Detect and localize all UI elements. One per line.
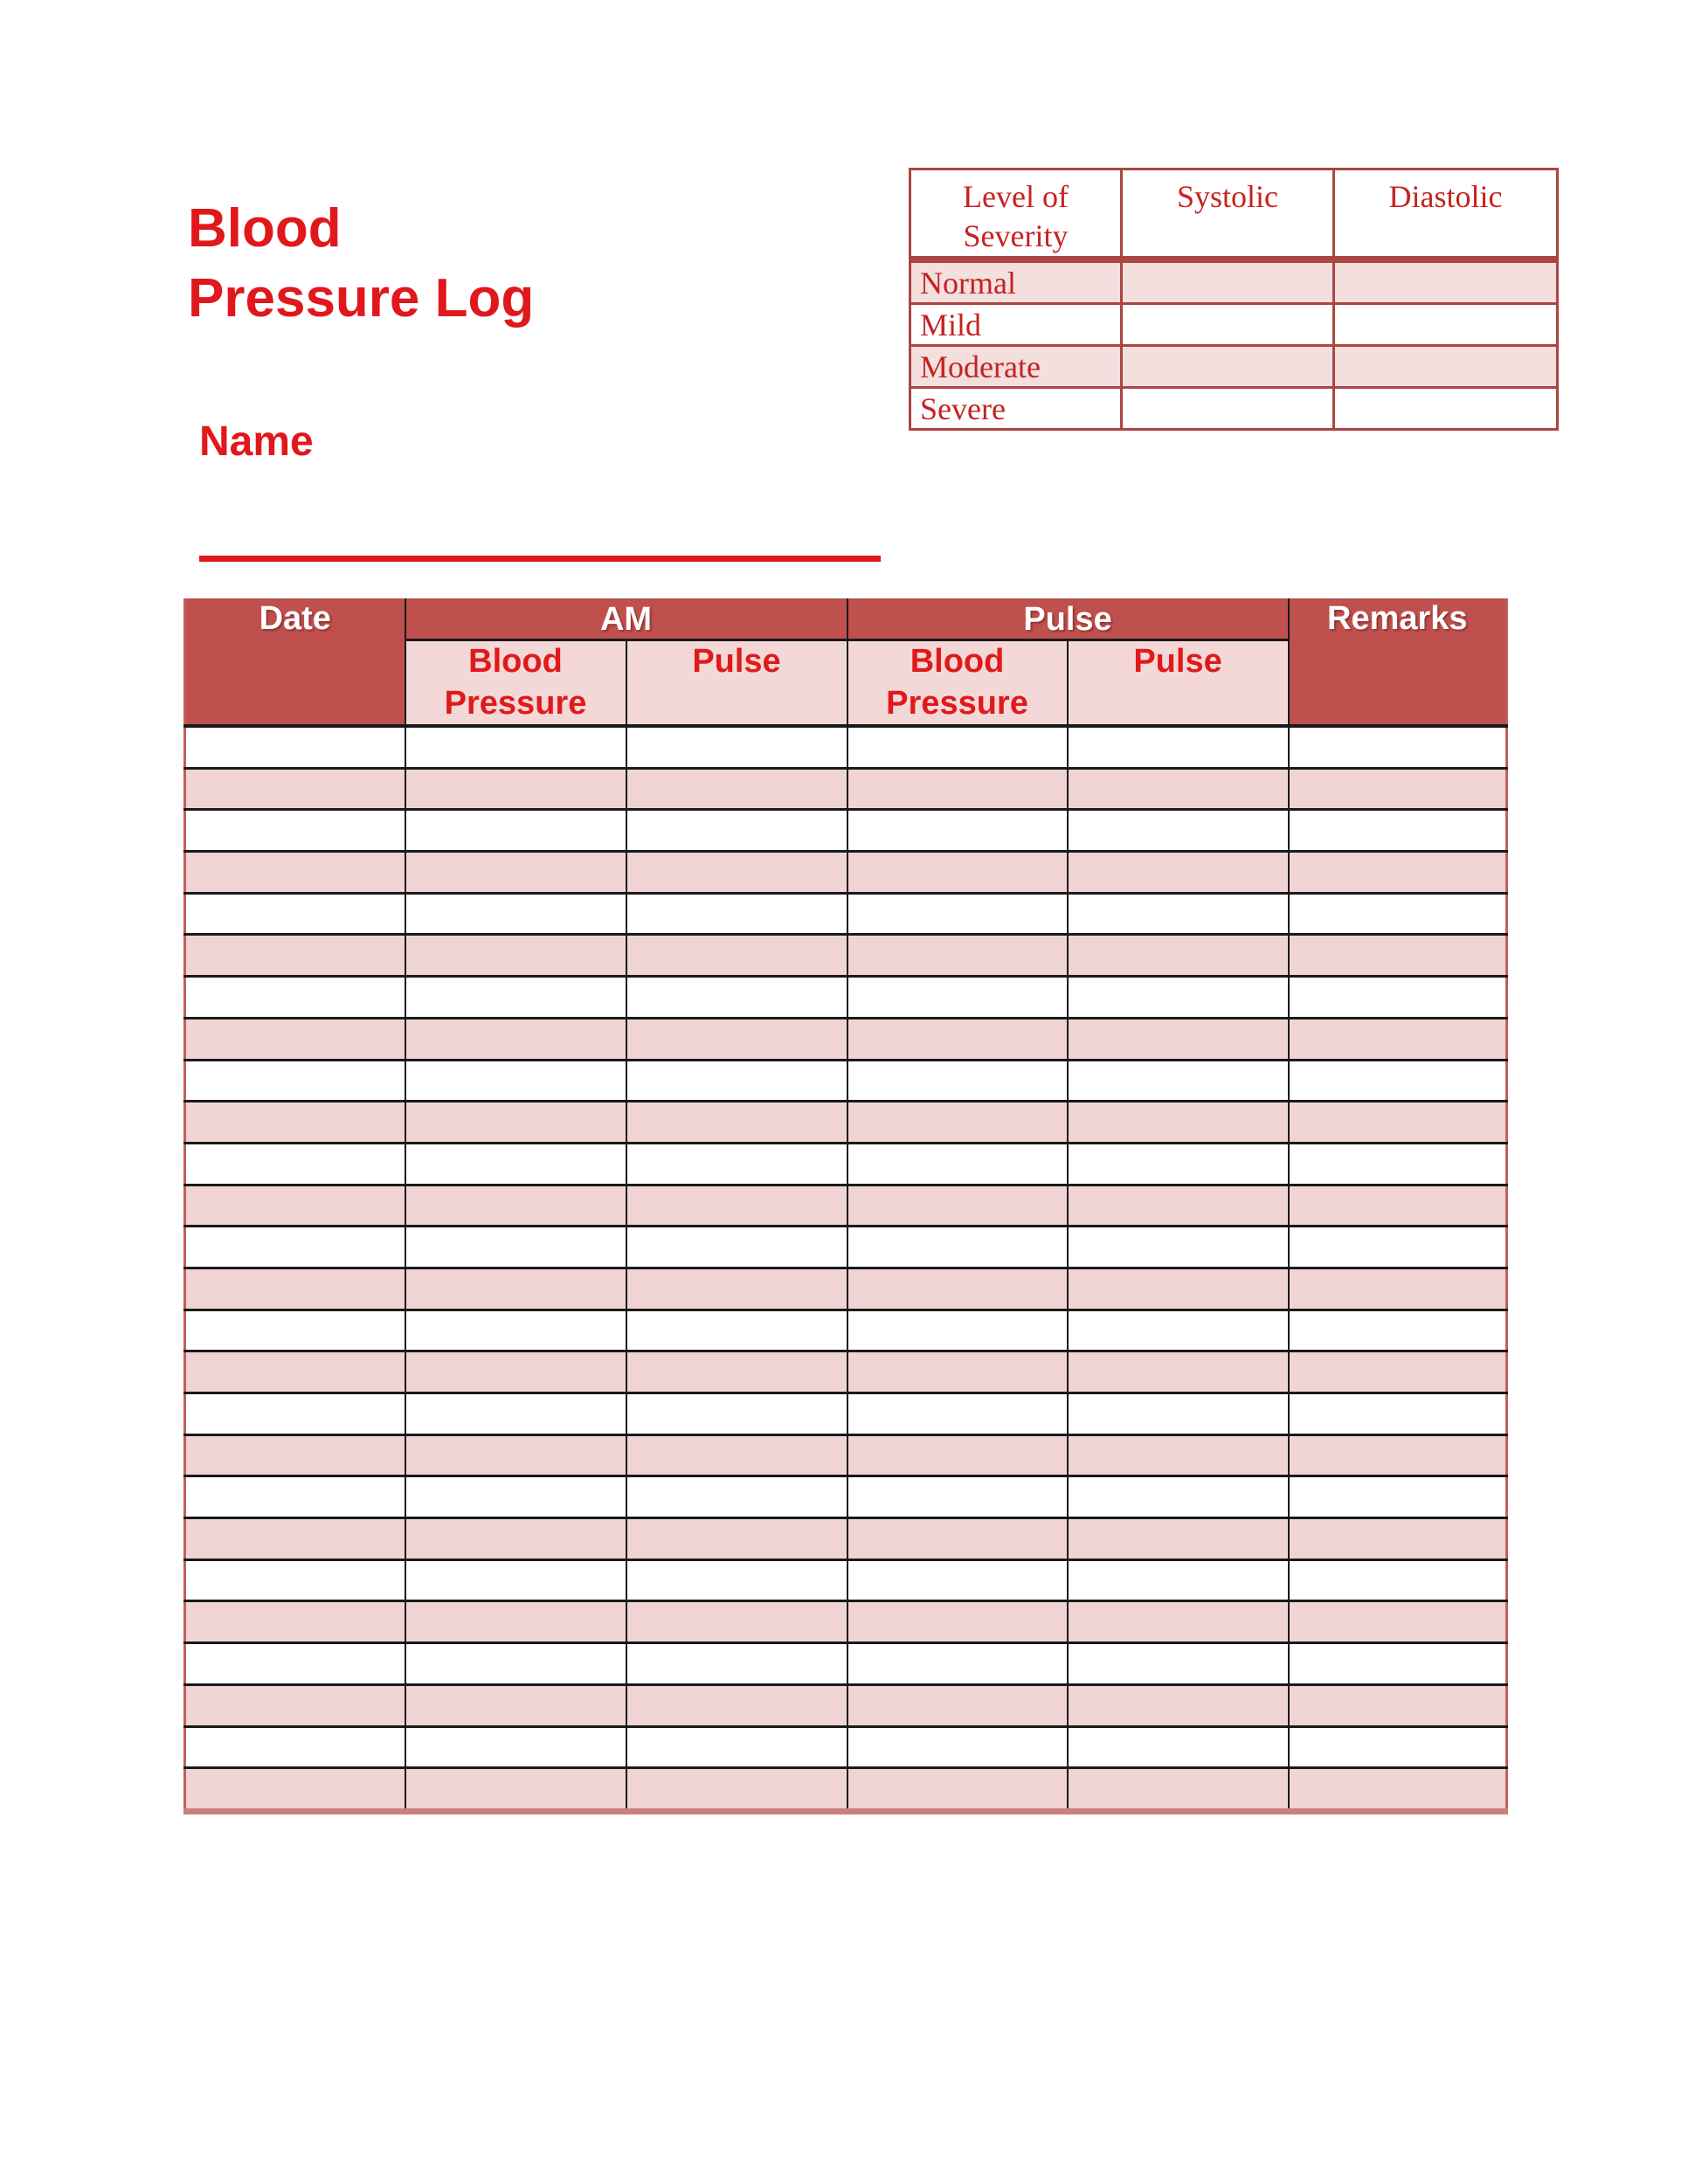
log-cell-am_blood_pressure[interactable] [405, 1559, 626, 1601]
log-cell-pm_pulse[interactable] [1068, 726, 1289, 768]
severity-cell-systolic[interactable] [1122, 304, 1334, 346]
log-row [185, 1726, 1507, 1768]
log-row [185, 726, 1507, 768]
log-cell-date[interactable] [185, 1227, 405, 1268]
log-row [185, 1143, 1507, 1185]
log-cell-remarks[interactable] [1289, 1518, 1507, 1560]
severity-cell-diastolic[interactable] [1334, 346, 1558, 388]
log-cell-am_pulse[interactable] [626, 1393, 847, 1435]
log-cell-pm_blood_pressure[interactable] [847, 1227, 1068, 1268]
log-row [185, 1102, 1507, 1144]
log-cell-pm_pulse[interactable] [1068, 893, 1289, 935]
log-cell-pm_pulse[interactable] [1068, 1643, 1289, 1685]
severity-table [909, 168, 1556, 431]
severity-cell-diastolic[interactable] [1334, 304, 1558, 346]
log-cell-date[interactable] [185, 977, 405, 1019]
log-row [185, 1643, 1507, 1685]
log-cell-date[interactable] [185, 1518, 405, 1560]
log-cell-pm_pulse[interactable] [1068, 1268, 1289, 1310]
log-cell-am_blood_pressure[interactable] [405, 1227, 626, 1268]
log-cell-pm_blood_pressure[interactable] [847, 1018, 1068, 1060]
log-cell-am_pulse[interactable] [626, 1559, 847, 1601]
log-cell-am_blood_pressure[interactable] [405, 1393, 626, 1435]
severity-cell-label: Normal [910, 259, 1122, 304]
log-cell-pm_blood_pressure[interactable] [847, 1310, 1068, 1351]
severity-cell-systolic[interactable] [1122, 388, 1334, 430]
log-cell-pm_pulse[interactable] [1068, 1726, 1289, 1768]
log-row [185, 1351, 1507, 1393]
log-cell-date[interactable] [185, 1018, 405, 1060]
log-row [185, 810, 1507, 852]
log-cell-date[interactable] [185, 1601, 405, 1643]
log-cell-date[interactable] [185, 1102, 405, 1144]
page-title-line2: Pressure Log [188, 268, 535, 328]
log-cell-am_blood_pressure[interactable] [405, 1185, 626, 1227]
log-cell-pm_pulse[interactable] [1068, 852, 1289, 894]
log-cell-remarks[interactable] [1289, 768, 1507, 810]
log-subheader-am-pulse: Pulse [626, 640, 847, 727]
log-cell-remarks[interactable] [1289, 1018, 1507, 1060]
log-cell-pm_pulse[interactable] [1068, 810, 1289, 852]
log-cell-am_pulse[interactable] [626, 1310, 847, 1351]
log-cell-pm_blood_pressure[interactable] [847, 1768, 1068, 1812]
log-cell-am_pulse[interactable] [626, 1476, 847, 1518]
log-cell-am_pulse[interactable] [626, 1018, 847, 1060]
log-cell-pm_pulse[interactable] [1068, 1185, 1289, 1227]
log-cell-pm_pulse[interactable] [1068, 1018, 1289, 1060]
log-cell-am_pulse[interactable] [626, 1768, 847, 1812]
log-row [185, 1185, 1507, 1227]
severity-cell-diastolic[interactable] [1334, 388, 1558, 430]
log-cell-am_blood_pressure[interactable] [405, 1476, 626, 1518]
log-cell-date[interactable] [185, 1351, 405, 1393]
log-cell-pm_blood_pressure[interactable] [847, 1143, 1068, 1185]
log-cell-remarks[interactable] [1289, 1102, 1507, 1144]
log-cell-remarks[interactable] [1289, 1559, 1507, 1601]
log-cell-pm_pulse[interactable] [1068, 1684, 1289, 1726]
name-fill-in-line[interactable] [199, 556, 881, 562]
log-row [185, 768, 1507, 810]
log-cell-remarks[interactable] [1289, 1476, 1507, 1518]
log-header-remarks: Remarks [1289, 599, 1507, 726]
log-cell-am_blood_pressure[interactable] [405, 1601, 626, 1643]
log-row [185, 1684, 1507, 1726]
log-cell-am_blood_pressure[interactable] [405, 1268, 626, 1310]
log-cell-remarks[interactable] [1289, 1060, 1507, 1102]
severity-row [910, 259, 1558, 304]
log-row [185, 1227, 1507, 1268]
log-subheader-pm-blood-pressure: Blood Pressure [847, 640, 1068, 727]
log-cell-pm_blood_pressure[interactable] [847, 1476, 1068, 1518]
log-header-date: Date [185, 599, 405, 726]
log-cell-am_blood_pressure[interactable] [405, 768, 626, 810]
log-row [185, 977, 1507, 1019]
log-cell-am_pulse[interactable] [626, 1601, 847, 1643]
log-cell-am_pulse[interactable] [626, 1434, 847, 1476]
log-row [185, 935, 1507, 977]
log-cell-pm_pulse[interactable] [1068, 1393, 1289, 1435]
log-cell-remarks[interactable] [1289, 1434, 1507, 1476]
log-cell-am_blood_pressure[interactable] [405, 1726, 626, 1768]
severity-row [910, 346, 1558, 388]
log-cell-am_pulse[interactable] [626, 1227, 847, 1268]
log-cell-pm_pulse[interactable] [1068, 1227, 1289, 1268]
log-cell-am_pulse[interactable] [626, 1143, 847, 1185]
severity-cell-diastolic[interactable] [1334, 259, 1558, 304]
severity-header-systolic: Systolic [1122, 169, 1334, 260]
log-cell-date[interactable] [185, 1476, 405, 1518]
log-cell-date[interactable] [185, 1143, 405, 1185]
log-cell-remarks[interactable] [1289, 852, 1507, 894]
log-cell-pm_blood_pressure[interactable] [847, 1102, 1068, 1144]
page-title-line1: Blood [188, 198, 342, 259]
log-cell-am_pulse[interactable] [626, 1518, 847, 1560]
log-cell-am_blood_pressure[interactable] [405, 1143, 626, 1185]
log-cell-date[interactable] [185, 1185, 405, 1227]
log-subheader-pm-pulse: Pulse [1068, 640, 1289, 727]
log-cell-am_pulse[interactable] [626, 1351, 847, 1393]
log-cell-am_blood_pressure[interactable] [405, 1434, 626, 1476]
log-cell-am_pulse[interactable] [626, 935, 847, 977]
log-cell-date[interactable] [185, 1434, 405, 1476]
log-cell-remarks[interactable] [1289, 1643, 1507, 1685]
log-cell-pm_blood_pressure[interactable] [847, 810, 1068, 852]
log-cell-pm_blood_pressure[interactable] [847, 977, 1068, 1019]
log-cell-pm_blood_pressure[interactable] [847, 1351, 1068, 1393]
log-cell-date[interactable] [185, 1060, 405, 1102]
log-cell-pm_pulse[interactable] [1068, 768, 1289, 810]
log-table-body [185, 726, 1507, 1811]
log-cell-am_blood_pressure[interactable] [405, 1684, 626, 1726]
log-cell-am_pulse[interactable] [626, 1268, 847, 1310]
log-cell-pm_pulse[interactable] [1068, 1060, 1289, 1102]
log-cell-pm_pulse[interactable] [1068, 977, 1289, 1019]
log-cell-remarks[interactable] [1289, 893, 1507, 935]
log-cell-pm_blood_pressure[interactable] [847, 1393, 1068, 1435]
log-cell-am_pulse[interactable] [626, 768, 847, 810]
severity-cell-label: Severe [910, 388, 1122, 430]
log-header-group-row [185, 599, 1507, 640]
log-subheader-am-blood-pressure: Blood Pressure [405, 640, 626, 727]
log-row [185, 1768, 1507, 1812]
log-cell-am_blood_pressure[interactable] [405, 1102, 626, 1144]
severity-cell-label: Mild [910, 304, 1122, 346]
log-cell-date[interactable] [185, 1268, 405, 1310]
log-row [185, 1268, 1507, 1310]
log-cell-remarks[interactable] [1289, 1185, 1507, 1227]
log-cell-remarks[interactable] [1289, 726, 1507, 768]
log-cell-am_pulse[interactable] [626, 1185, 847, 1227]
log-row [185, 1601, 1507, 1643]
log-cell-remarks[interactable] [1289, 935, 1507, 977]
log-cell-am_pulse[interactable] [626, 1643, 847, 1685]
log-cell-date[interactable] [185, 810, 405, 852]
log-header-pm-group: Pulse [847, 599, 1289, 640]
log-cell-pm_blood_pressure[interactable] [847, 1268, 1068, 1310]
log-cell-am_blood_pressure[interactable] [405, 1060, 626, 1102]
log-cell-pm_blood_pressure[interactable] [847, 1643, 1068, 1685]
log-row [185, 1393, 1507, 1435]
log-row [185, 1060, 1507, 1102]
log-row [185, 1018, 1507, 1060]
log-cell-remarks[interactable] [1289, 1143, 1507, 1185]
log-cell-remarks[interactable] [1289, 810, 1507, 852]
log-cell-remarks[interactable] [1289, 1351, 1507, 1393]
log-cell-date[interactable] [185, 726, 405, 768]
log-cell-pm_pulse[interactable] [1068, 1310, 1289, 1351]
log-cell-am_pulse[interactable] [626, 1684, 847, 1726]
log-cell-pm_pulse[interactable] [1068, 1476, 1289, 1518]
log-cell-pm_blood_pressure[interactable] [847, 1060, 1068, 1102]
log-cell-date[interactable] [185, 1684, 405, 1726]
log-cell-remarks[interactable] [1289, 1768, 1507, 1812]
log-cell-am_blood_pressure[interactable] [405, 726, 626, 768]
log-cell-pm_blood_pressure[interactable] [847, 1684, 1068, 1726]
severity-row [910, 304, 1558, 346]
log-cell-am_blood_pressure[interactable] [405, 1310, 626, 1351]
log-cell-remarks[interactable] [1289, 1601, 1507, 1643]
log-table [183, 598, 1505, 1814]
log-cell-pm_blood_pressure[interactable] [847, 1434, 1068, 1476]
log-cell-date[interactable] [185, 1559, 405, 1601]
log-cell-remarks[interactable] [1289, 1684, 1507, 1726]
severity-cell-label: Moderate [910, 346, 1122, 388]
log-cell-date[interactable] [185, 1643, 405, 1685]
log-cell-date[interactable] [185, 1310, 405, 1351]
log-cell-am_blood_pressure[interactable] [405, 977, 626, 1019]
log-cell-pm_pulse[interactable] [1068, 1434, 1289, 1476]
log-cell-pm_blood_pressure[interactable] [847, 1185, 1068, 1227]
log-cell-pm_pulse[interactable] [1068, 935, 1289, 977]
log-cell-am_pulse[interactable] [626, 1726, 847, 1768]
log-cell-remarks[interactable] [1289, 1227, 1507, 1268]
log-cell-pm_blood_pressure[interactable] [847, 1518, 1068, 1560]
log-cell-pm_blood_pressure[interactable] [847, 1726, 1068, 1768]
log-cell-am_pulse[interactable] [626, 1102, 847, 1144]
log-cell-pm_blood_pressure[interactable] [847, 935, 1068, 977]
log-cell-date[interactable] [185, 1768, 405, 1812]
log-cell-pm_pulse[interactable] [1068, 1102, 1289, 1144]
log-cell-remarks[interactable] [1289, 1310, 1507, 1351]
log-cell-pm_pulse[interactable] [1068, 1351, 1289, 1393]
log-cell-am_blood_pressure[interactable] [405, 810, 626, 852]
log-cell-pm_blood_pressure[interactable] [847, 893, 1068, 935]
log-row [185, 1518, 1507, 1560]
log-cell-remarks[interactable] [1289, 977, 1507, 1019]
log-cell-date[interactable] [185, 893, 405, 935]
log-cell-pm_pulse[interactable] [1068, 1143, 1289, 1185]
log-cell-pm_blood_pressure[interactable] [847, 852, 1068, 894]
log-cell-date[interactable] [185, 1393, 405, 1435]
severity-row [910, 388, 1558, 430]
log-cell-remarks[interactable] [1289, 1726, 1507, 1768]
log-cell-am_blood_pressure[interactable] [405, 852, 626, 894]
log-cell-pm_blood_pressure[interactable] [847, 768, 1068, 810]
log-cell-pm_pulse[interactable] [1068, 1601, 1289, 1643]
log-row [185, 1310, 1507, 1351]
severity-table-body [910, 259, 1558, 430]
severity-cell-systolic[interactable] [1122, 346, 1334, 388]
severity-header-diastolic: Diastolic [1334, 169, 1558, 260]
log-cell-pm_pulse[interactable] [1068, 1518, 1289, 1560]
log-cell-am_blood_pressure[interactable] [405, 1018, 626, 1060]
severity-header-level: Level of Severity [910, 169, 1122, 260]
log-cell-am_pulse[interactable] [626, 852, 847, 894]
log-cell-pm_blood_pressure[interactable] [847, 1559, 1068, 1601]
log-cell-pm_pulse[interactable] [1068, 1559, 1289, 1601]
log-cell-am_blood_pressure[interactable] [405, 893, 626, 935]
log-row [185, 893, 1507, 935]
log-row [185, 1559, 1507, 1601]
log-cell-am_pulse[interactable] [626, 726, 847, 768]
log-cell-date[interactable] [185, 935, 405, 977]
log-cell-date[interactable] [185, 1726, 405, 1768]
log-row [185, 1476, 1507, 1518]
log-row [185, 1434, 1507, 1476]
severity-cell-systolic[interactable] [1122, 259, 1334, 304]
log-cell-date[interactable] [185, 852, 405, 894]
log-cell-am_pulse[interactable] [626, 1060, 847, 1102]
log-cell-am_pulse[interactable] [626, 893, 847, 935]
log-cell-am_pulse[interactable] [626, 810, 847, 852]
log-cell-am_blood_pressure[interactable] [405, 935, 626, 977]
log-cell-date[interactable] [185, 768, 405, 810]
log-cell-pm_pulse[interactable] [1068, 1768, 1289, 1812]
severity-header-row [910, 169, 1558, 260]
name-label: Name [199, 418, 314, 465]
log-cell-pm_blood_pressure[interactable] [847, 726, 1068, 768]
log-cell-pm_blood_pressure[interactable] [847, 1601, 1068, 1643]
log-row [185, 852, 1507, 894]
log-cell-remarks[interactable] [1289, 1393, 1507, 1435]
log-cell-am_pulse[interactable] [626, 977, 847, 1019]
log-cell-am_blood_pressure[interactable] [405, 1643, 626, 1685]
log-cell-am_blood_pressure[interactable] [405, 1351, 626, 1393]
log-cell-am_blood_pressure[interactable] [405, 1518, 626, 1560]
page-title [188, 194, 534, 334]
log-header-am-group: AM [405, 599, 847, 640]
log-cell-am_blood_pressure[interactable] [405, 1768, 626, 1812]
log-cell-remarks[interactable] [1289, 1268, 1507, 1310]
